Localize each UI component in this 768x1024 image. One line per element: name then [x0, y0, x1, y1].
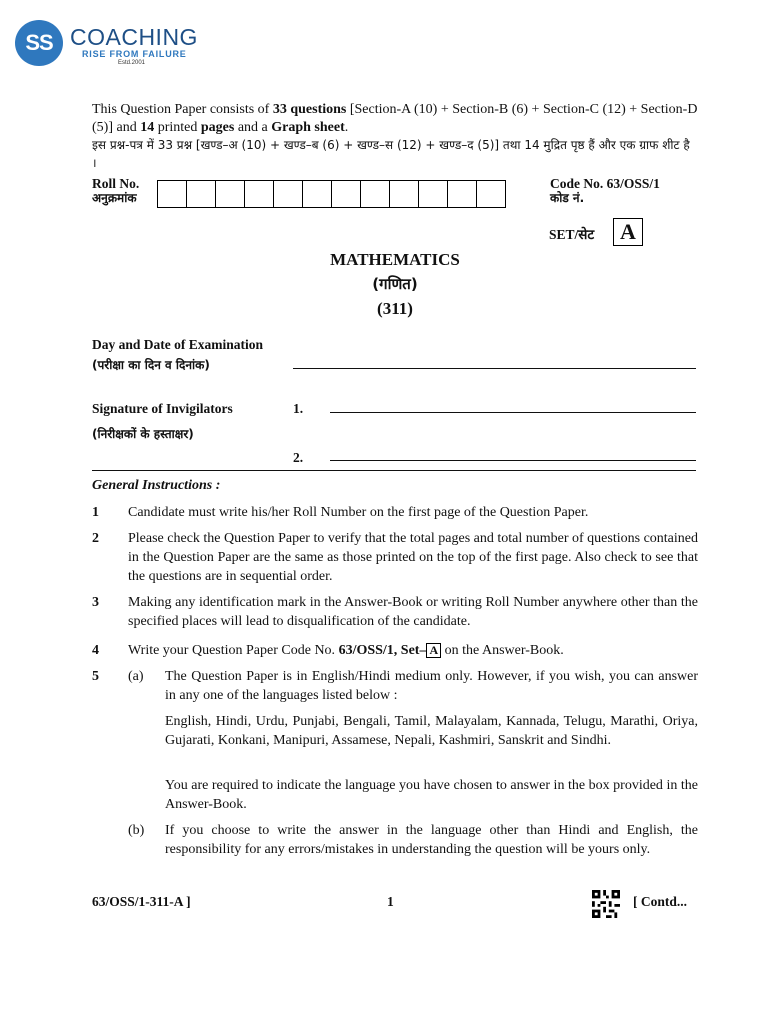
instruction-number: 2 — [92, 531, 99, 546]
instruction-4-pre: Write your Question Paper Code No. — [128, 643, 339, 658]
roll-label-hi: अनुक्रमांक — [92, 191, 137, 205]
intro-pages-count: 14 — [140, 120, 155, 135]
set-label: SET/सेट — [549, 227, 595, 242]
instruction-5a — [92, 667, 698, 707]
instruction-number: 1 — [92, 505, 99, 520]
instruction-text: Please check the Question Paper to verify that the total pages and total number of questions contained in the Question Paper are the same as those printed on the top of the first page. Also check to see that the questions are in sequential order. — [128, 531, 698, 584]
intro-hindi: इस प्रश्न-पत्र में 33 प्रश्न [खण्ड–अ (10) + खण्ड–ब (6) + खण्ड–स (12) + खण्ड–द (5)] तथा 14 मुद्रित पृष्ठ हैं और एक ग्राफ शीट है । — [92, 138, 690, 170]
intro-text: . — [344, 120, 349, 135]
instruction-number: 3 — [92, 595, 99, 610]
instruction-3 — [92, 593, 698, 633]
continued-marker: [ Contd... — [633, 894, 688, 909]
roll-box[interactable] — [274, 180, 303, 208]
footer-paper-code: 63/OSS/1-311-A ] — [92, 894, 191, 909]
invigilators-label: Signature of Invigilators — [92, 401, 233, 416]
instruction-4-post: on the Answer-Book. — [441, 643, 564, 658]
roll-number-label — [92, 177, 139, 205]
exam-date-line[interactable] — [293, 368, 696, 369]
roll-box[interactable] — [216, 180, 245, 208]
invigilators-label-hindi: (निरीक्षकों के हस्ताक्षर) — [92, 427, 194, 441]
roll-box[interactable] — [332, 180, 361, 208]
instruction-text — [128, 641, 698, 660]
invigilator-2-line[interactable] — [330, 460, 696, 461]
intro-pages: pages — [200, 120, 235, 135]
roll-box[interactable] — [419, 180, 448, 208]
instruction-2 — [92, 529, 698, 587]
instruction-number: 4 — [92, 643, 99, 658]
exam-date-label: Day and Date of Examination — [92, 337, 264, 352]
logo-established: Estd.2001 — [118, 60, 146, 66]
code-label-hi: कोड नं. — [550, 191, 585, 205]
page-number: 1 — [387, 894, 394, 909]
exam-date-label-hindi: (परीक्षा का दिन व दिनांक) — [92, 358, 210, 372]
instruction-5b — [92, 821, 698, 879]
roll-box[interactable] — [477, 180, 506, 208]
instruction-sub-label: (b) — [128, 823, 145, 838]
roll-label-en: Roll No. — [92, 176, 140, 191]
intro-graph-sheet: Graph sheet — [271, 120, 345, 135]
instruction-4-set-box: A — [426, 643, 441, 658]
intro-text: printed — [154, 120, 201, 135]
instruction-number: 5 — [92, 669, 99, 684]
roll-box[interactable] — [390, 180, 419, 208]
instruction-5a-note — [92, 776, 698, 816]
logo-tagline: RISE FROM FAILURE — [82, 49, 187, 59]
roll-box[interactable] — [448, 180, 477, 208]
roll-number-boxes[interactable] — [157, 180, 506, 208]
instruction-sub-label: (a) — [128, 669, 144, 684]
subject-code: (311) — [377, 299, 413, 318]
roll-box[interactable] — [303, 180, 332, 208]
general-instructions-heading: General Instructions : — [92, 478, 221, 493]
instruction-text: You are required to indicate the language you have chosen to answer in the box provided in the Answer-Book. — [165, 778, 698, 812]
instruction-4 — [92, 641, 698, 661]
logo-wordmark: COACHING — [70, 24, 198, 50]
set-box: A — [613, 218, 643, 246]
intro-text: and a — [234, 120, 272, 135]
qr-code-icon — [591, 890, 621, 918]
logo-mark: SS — [15, 20, 63, 66]
intro-text: [Section-A (10) + Section-B (6) + Section-C (12) + Section-D (5)] and — [92, 102, 698, 135]
roll-box[interactable] — [245, 180, 274, 208]
invigilator-1-line[interactable] — [330, 412, 696, 413]
roll-box[interactable] — [187, 180, 216, 208]
code-number — [550, 177, 660, 205]
intro-questions: 33 questions — [272, 102, 347, 117]
instruction-text: Candidate must write his/her Roll Number on the first page of the Question Paper. — [128, 505, 589, 520]
instruction-1 — [92, 503, 698, 523]
intro-english — [92, 101, 698, 137]
instruction-text: The Question Paper is in English/Hindi medium only. However, if you wish, you can answer in any one of the languages listed below : — [165, 669, 698, 703]
section-divider — [92, 470, 696, 471]
languages-list: English, Hindi, Urdu, Punjabi, Bengali, Tamil, Malayalam, Kannada, Telugu, Marathi, Oriya, Gujarati, Konkani, Manipuri, Assamese, Nepali, Kashmiri, Sanskrit and Sindhi. — [165, 714, 698, 748]
instruction-text: If you choose to write the answer in the language other than Hindi and English, the responsibility for any errors/mistakes in understanding the question will be yours only. — [165, 823, 698, 857]
code-label-en: Code No. 63/OSS/1 — [550, 176, 660, 191]
invigilator-2-number: 2. — [293, 450, 304, 465]
roll-box[interactable] — [361, 180, 390, 208]
instruction-text: Making any identification mark in the Answer-Book or writing Roll Number anywhere other than the specified places will lead to disqualification of the candidate. — [128, 595, 698, 629]
subject-title: MATHEMATICS — [330, 250, 460, 269]
roll-box[interactable] — [158, 180, 187, 208]
instruction-4-code: 63/OSS/1, Set– — [338, 643, 427, 658]
intro-text: This Question Paper consists of — [92, 102, 273, 117]
invigilator-1-number: 1. — [293, 401, 304, 416]
subject-title-hindi: (गणित) — [372, 275, 418, 293]
instruction-5a-languages — [92, 712, 698, 770]
